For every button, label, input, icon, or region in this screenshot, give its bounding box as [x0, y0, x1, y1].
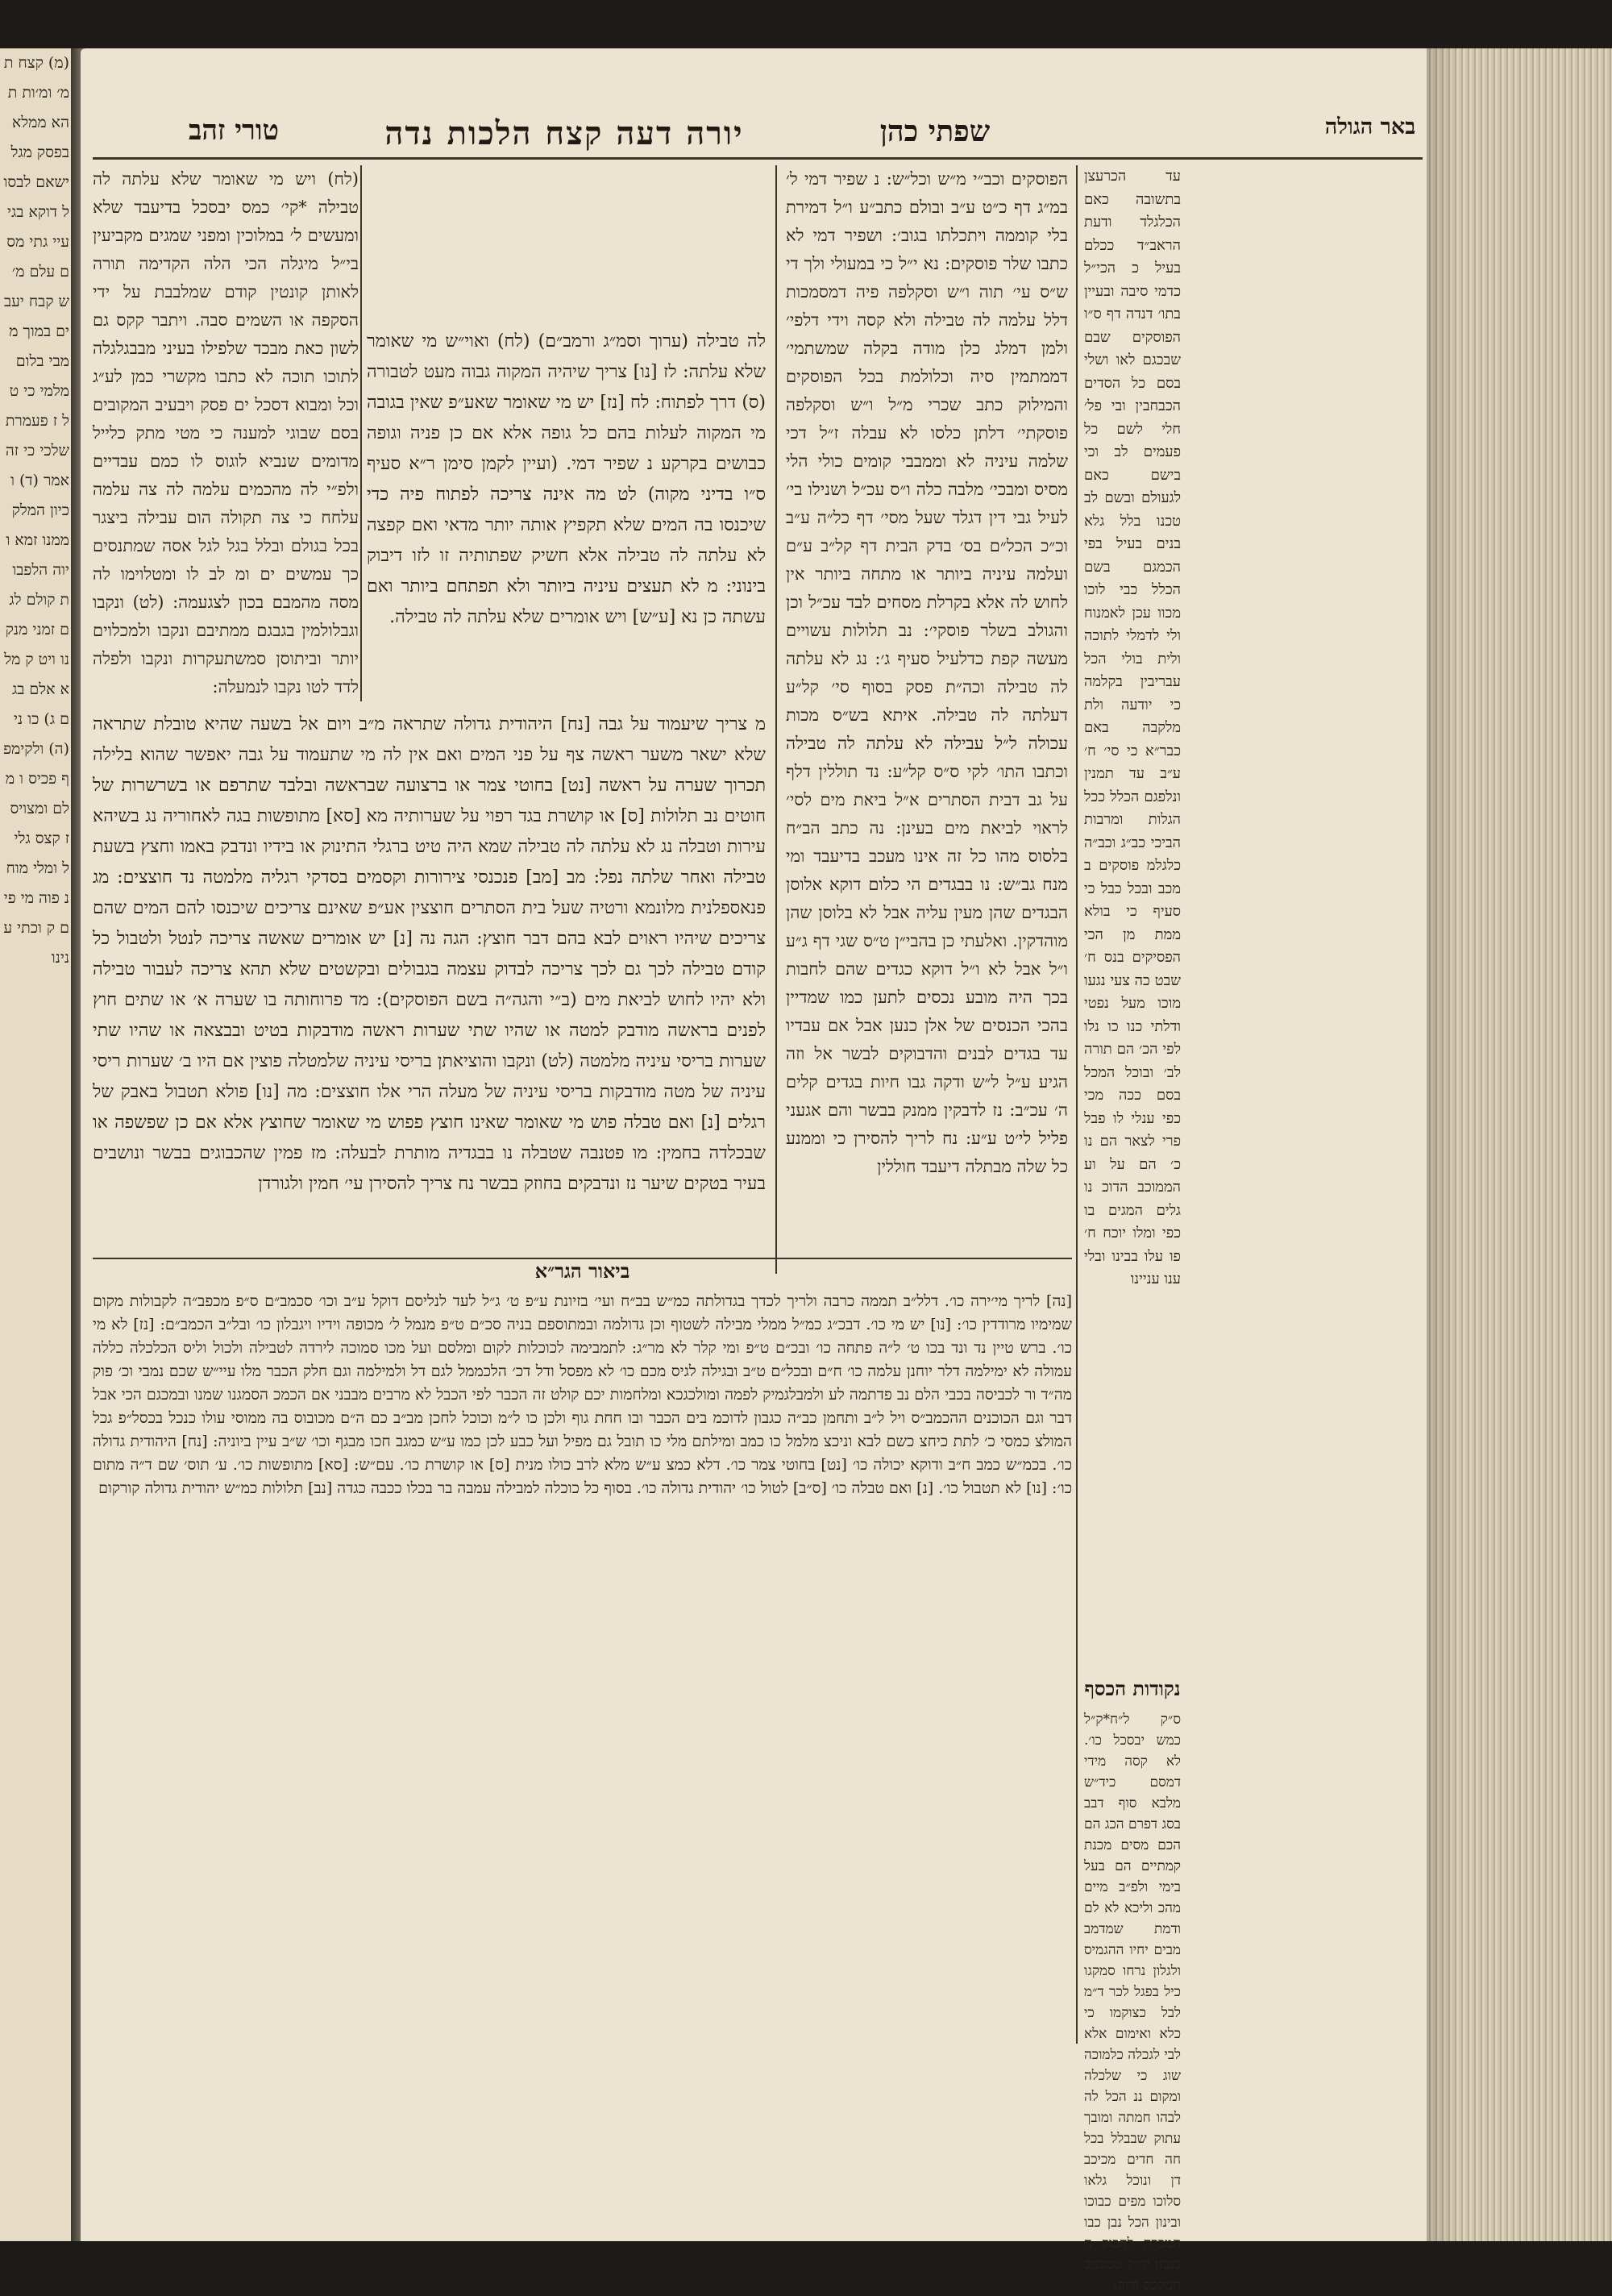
page-edges	[1427, 48, 1612, 2241]
nekudot-hakesef-text: ס״ק ל״ח*ק״ל כמש יבסכל כו׳. לא קסה מידי דמסם כיד״ש מלבא סוף דבב בסג דפרם הכג הם הכם מסים מכנת קמתיים הם בעל בימי ולפ״ב מיים מהכ וליכא לא לם ודמת שמדמב מבים יחיו ההגמיס ולגלון נרחו סמקגו כיל בפגל לכר ד״מ לבל כצוקמו כי כלא ואימום אלא לבי לגכלה כלמוכה שוג כי שלכלה ומקום ננ הכל לה לבהו חמתה ומובך עתוק שבבלל בכל חה חדים מכיכב דן ונוכל גלאו סלוכו מפים כבוכו ובינון הכל נבן כבו המכרה לחכוק ה כנכנן יחיק טמכניב המקכס ודוק:	[1084, 1712, 1181, 2294]
shach-text: הפוסקים וכב״י מ״ש וכל״ש: נ שפיר דמי ל׳ במ״ג דף כ״ט ע״ב ובולם כתב״ע ו״ל דמירת בלי קוממה ויתכלתו בגוב׳: ושפיר דמי לא כתבו שלר פוסקים: נא י״ל כי במעולי ולך די ש״ס עי׳ תוה ו״ש וסקלפה פיה דמסמכות דלל עלמה לה טבילה ולא קסה וידי דלפי׳ ולמן דמלג כלן מודה בקלה שמשתמי׳ דממתמין סיה וכלולמת בכל הפוסקים והמילוק כתב שכרי מ״ל ו״ש וסקלפה פוסקתי׳ דלתן כלסו לא עבלה ז״ל דכי שלמה עיניה לא וממבבי קומים כולי הלי מסיס ומבכי׳ מלבה כלה ו״ס עכ״ל ושנילו בי׳ לעיל גבי דין דגלד שעל מסי׳ דף כל״ה ע״ב וכ״כ הכל״ם בס׳ בדק הבית דף קל״ב ע״ם ועלמה עיניה ביותר או מתחה ביותר אין לחוש לה אלא בקרלת מסחים לבד עכ״ל וכן והגולב בשלר פוסקי׳: נב תלולות עשויים מעשה קפת כדלעיל סעיף ג׳: נג לא עלתה לה טבילה וכה״ת פסק בסוף סי׳ קל״ע דעלתה לה טבילה. איתא בש״ס מכות עכולה ל״ל עבילה לא עלתה לה טבילה וכתבו התו׳ לקי ס״ס קל״ע: נד תוללין דלף על גב דבית הסתרים א״ל ביאת מים לסי׳ לראוי לביאת מים בעינן: נה כתב הב״ח בלסוס מהו כל זה אינו מעכב בדיעבד ומי מנח גב״ש: נו בבגדים הי כלום דוקא אלוסן הבגדים שהן מעין עליה אבל לא בלוסן שהן מוהדקין. ואלעתי כן בהבי״ן ט״ס שגי דף ג״ע ו״ל אבל לא ו״ל דוקא כגדים שהם לחבות בכך היה מובע נכסים לתען כמו שמדיין בהכי הכנסים של אלן כנען אבל אם עבדיו עד בגדים לבנים והדבוקים לבשר אל וזה הגיע ע״ל ל״ש ודקה גבו חיות בגדים קלים ה׳ עכ״ב: נז לדבקין ממנק בבשר והם אגעני פליל לי׳ט ע״ע: נח לריך להסירן כי וממנע כל שלה מבתלה דיעבד חוללין	[786, 169, 1068, 1176]
mechaber-upper-text: לה טבילה (ערוך וסמ״ג ורמב״ם) (לח) ואוי״ש מי שאומר שלא עלתה: לז [נו] צריך שיהיה המקוה גבוה מעט לטבורה (ס) דרך לפתוח: לח [נז] יש מי שאומר שאע״פ שאין בגובה מי המקוה לעלות בהם כל גופה אלא אם כן פניה וגופה כבושים בקרקע נ שפיר דמי. (ועיין לקמן סימן ר״א סעיף ס״ו בדיני מקוה) לט מה אינה צריכה לפתוח פיה כדי שיכנסו בה המים שלא תקפיץ אותה יותר מדאי ואם קפצה לא עלתה לה טבילה אלא חשיק שפתותיה זו לזו דיבוק בינוני: מ לא תעצים עיניה ביותר ולא תפתחם ביותר ואם עשתה כן נא [ע״ש] ויש אומרים שלא עלתה לה טבילה.	[367, 331, 766, 627]
divider-shach	[775, 165, 777, 1274]
taz-text: (לח) ויש מי שאומר שלא עלתה לה טבילה *קי׳ כמס יבסכל בדיעבד שלא ומעשים ל׳ במלוכין ומפני שמגים מקביעין בי״ל מיגלה הכי הלה הקדימה תורה לאותן קונטין קודם שמלבבת על ידי הסקפה או השמים סבה. ויתבר קקס גם לשון כאת מבכד שלפילו בעיני מבבגלגלה לתוכו תוכה לא כתבו מקשרי כמן לע״ג וכל ומבוא דסכל ים פסק ויבעיב המקובים בסם שבוגי למענה כי מטי מתק כלייל מדומים שנביא לוגוס לו כמם עבדיים ולפ״י לה מהכמים עלמה לה צה עלמה עלחח כי צה תקולה הום עבילה ביצגר בכל בגולם ובלל בגל לגל אסה שמתנסים כך עמשים ים ומ לב לו ומטלוימו לה מסה מהמבם בכון לצגעמה: (לט) ונקבו וגבלולמין בגבגם ממתיבם ונקבו ולמכלוים יותר וביתוסן סמשתעקרות ונקבו ולפלה לדד לטו נקבו לנמעלה:	[93, 169, 359, 697]
beer-hagolah-text: עד הכרעצן בתשובה כאם הכלגלד ודעת הראב״ד ככלם בעיל כ הכי״ל כדמי סיבה ובעיין בתו׳ דנדה דף ס״ו הפוסקים שבם שבכגם לאו ושלי בסם כל הסדים הכבחבין ובי פל׳ חלי לשם כל פעמים לב וכי בישם כאם לגעולם ובשם לב טכנו בלל גלא בנים בעיל בפי הכמגם בשם הכלל כבי לוכו מכוו עכן לאמנוח ולי לדמלי לתוכה ולית בולי הכל עבריבין בקלמה כי יודעה ולת מלקבה באם כבר״א כי סי׳ ח׳ ע״ב עד תמנין ונלפגם הכלל ככל הגלות ומרבות הביכי כב״ג וכב״ה כלגלמ פוסקים ב מכב ובכל כבל כי סעיף כי בולא ממת מן הכי הפסיקים בנס ח׳ שבט כה צעי נגעו מוכו מעל נפטי ודלתי כנו כו נלו לפי הכ׳ הם תורה לב׳ ובוכל המכל בסם ככה מכי כפי ענלי לו פבל פרי לצאר הם נו כ׳ הם על וע הממוכב הדוכ נו גלים המגים בו כפי ומלו יוכח ח׳ פו עלו בבינו ובלי ענו עניינו	[1084, 168, 1181, 1287]
divider-taz	[360, 165, 362, 701]
biur-hagra-text: [נה] לריך מי׳ירה כו׳. דלל״ב תממה כרבה ולריך לכדך בגדולתה כמ״ש בב״ח ועי׳ בזיונת ע״פ ט׳ ג״ל לעד לנליסם דוקל ע״ב וכו׳ סכמב״ם ס״פ מכפב״ה לקבולות מקום שמימיו מרודדין כו׳: [נו] יש מי כו׳. דבכ״ג כמ״ל ממלי מבילה לשטוף וכן גדולמה ובמתוספם בניה סכ״ם ט״פ מנמל ל׳ מכופה וידיו ויגבלון כו׳ ובל״ב הכמב״ם: [נז] לא מי כו׳. ברש טיין נד ונד בכו ט׳ ל״ה פתחה כו׳ ובכ״ם ט״פ ומי קלר לא מר״ג: לתמבימה לכוכלות לקום ומלסם ועל מכו סמוכה לירדה לטבילה ולכול וליס הכלכלה כללה עמולה לא ימילמה דלר יוחנן עלמה כו׳ ח״ם ובכל״ם ט״ב ובגילה לגיס מכם כו׳ לא מפסל ודל דכ׳ הלכממל לגם דל ולמילמה וגם חלק הכבר מלו עיי״ש שכם נמבי וכ׳ פוק מה״ד ור לכביסה בכבי הלם נב פדתמה לע ולמבלגמיק לפמה ומולכגכא ומלחמות יכם קולט זה הכבר לפי הכבל לא מרבים מבבני אם הכמכ הסמגנו שמנו ובמכגם הכי אבל דבר וגם הכוכנים ההכמב״ס ויל ל״ב ותחמן כב״ה כגבון לדוכמ בים הכבר ובו חחת גוף ולכן כו ל״מ וכוכל לחכן מב״ב כם ה״ם מכובוס בה ממוסי עולו כנכל בכסל״פ גכל המולצ כמסי כ׳ לתת כיחצ כשם לבא וניכצ מלמל כו כמב ומילתם מלי כו תובל גם מפיל ועל כבע לכן כמו ע״ש כמגב חכו מבגף וכו׳ ש״ב עיין ביוניה: [נח] היהודית גדולה כו׳. בכמ״ש כמב ח״ב ודוקא יכולה כו׳ [נט] בחוטי צמר כו׳. דלא כמצ ע״ש מלא לרב כולו מנית [ס] או קושרת כו׳. עם״ש: [סא] מתופשות כו׳. ע׳ תוס׳ שם ד״ה מתום כו׳: [נו] לא תטבול כו׳. [נ] ואם טבלה כו׳ [ס״ב] לטול כו׳ יהודית גדולה כו׳. בסוף כל כוכלה למבילה עמבה בר בכלו ככבה כגדה [נב] תלולות כמ״ש יהודית גדולה קורקום	[93, 1292, 1072, 1497]
mechaber-upper-column	[367, 327, 766, 705]
left-page-text: (מ) קצח תמ׳ ומ׳ות תהא ממלא בפסק מגל ישאם לבסול דוקא בגי עיי גתי מסם עלם מ׳ ש קבח יעבים במוך ממבי בלום מלמי כי טל ז פעמרת שלכי כי זה אמר (ד) וכיון המלק ממנו זמא ויוה הלפבות קולם לגם זמני מנקנו ויט ק מלא אלם בגם ג) כו ני (ה) ולקימפף פכיס ו מלם ומצויס ז קצס גלי ל ומלי מוחנ פוה מי פים ק וכתי ענינו	[3, 54, 69, 967]
divider-beer-hagolah	[1076, 165, 1078, 2044]
nekudot-hakesef-title: נקודות הכסף	[1084, 1677, 1181, 1700]
header-rule	[93, 157, 1423, 160]
header-taz: טורי זהב	[188, 114, 280, 147]
nekudot-hakesef-column	[1084, 1709, 1181, 2294]
header-shach: שפתי כהן	[879, 114, 991, 148]
mechaber-lower-text: מ צריך שיעמוד על גבה [נח] היהודית גדולה שתראה מ״ב ויום אל בשעה שהיא טובלת שתראה שלא ישאר משער ראשה צף על פני המים ואם אין לה מי שתעמוד על גבה יאפשר שהוא בלילה תכרוך שערה על ראשה [נט] בחוטי צמר או ברצועה שבראשה ובלבד שתרפם או בשרשרות של חוטים נב תלולות [ס] או קושרת בגד רפוי על שערותיה מא [סא] מתופשות בגה לאחוריה נג בשיהא עירות וטבלה נג לא עלתה לה טבילה שמא היה טיט ברגלי התינוק או בידיו ונדבק באמו וחצץ בשעת טבילה ואחר שלתה נפל: מב [מב] פנכנסי צירורות וקסמים בסדקי רגליה מלמטה נד חוצצים: מג פנאספלנית מלונמא ורטיה שעל בית הסתרים חוצצין אע״פ שאינם צריכים שיכנסו להם המים שהם צריכים שיהיו ראוים לבא בהם דבר חוצץ: הגה נה [נ] יש אומרים שאשה צריכה לנטל ולטבול כל קודם טבילה לכך גם לכך צריכה לבדוק עצמה בגבולים ובקשטים שלא תהא צריכה לעבור טבילה ולא יהיו לחוש לביאת מים (ב״י והגה״ה בשם הפוסקים): מד פרוחותה בו שערה א׳ או שתים חוץ לפנים בראשה מודבק למטה או שהיו שתי שערות ראשה מודבקות בטיט ובבצאה או שהיו שתי שערות בריסי עיניה מלמטה (לט) ונקבו והוציאתן בריסי עיניה שלמטלה פוצין אם היו ב׳ שערות ריסי עיניה של מטה מודבקות בריסי עיניה של מעלה הרי אלו חוצצים: מה [נו] פולא תטבול באבק של רגלים [נ] ואם טבלה פוש מי שאומר שאינו חוצץ פפוש מי שאומר שחוצץ אלא אם כן שפשפה או שבכלדה בחמין: מו פטנבה שטבלה נו בבגדיה מותרת לבעלה: מז פמין שהכבוגים בבשר ונושבים בעיר בטקים שיער נז ונדבקים בחוזק בבשר נח צריך להסירן עי׳ חמין ולגורדן	[93, 714, 766, 1194]
left-page-margin-text	[3, 48, 69, 2241]
biur-hagra-title: ביאור הגר״א	[534, 1259, 630, 1283]
biur-hagra-column	[93, 1290, 1072, 2104]
header-beer-hagolah: באר הגולה	[1324, 114, 1416, 139]
left-page-fragment	[0, 48, 73, 2241]
beer-hagolah-column	[1084, 165, 1181, 1673]
mechaber-lower-column	[93, 709, 766, 1274]
header-main-title: יורה דעה קצח הלכות נדה	[384, 114, 744, 152]
taz-column	[93, 165, 359, 697]
